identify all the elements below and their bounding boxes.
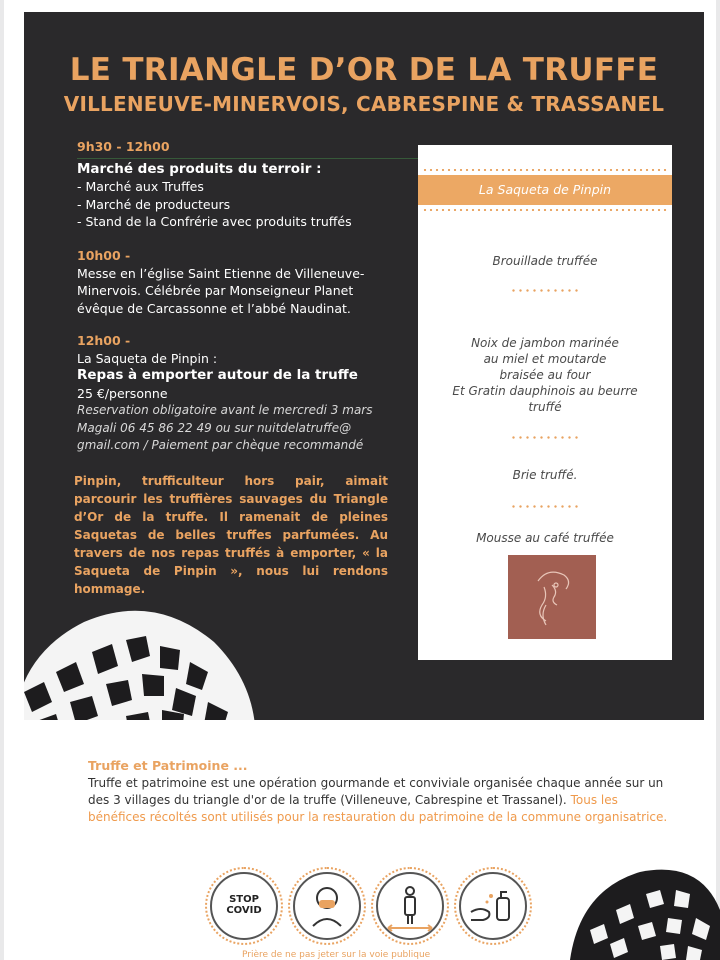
event-panel (24, 12, 704, 720)
stop-label: STOP (229, 894, 259, 905)
distance-glyph-icon (378, 874, 442, 938)
hand-sanitizer-icon (459, 872, 527, 940)
list-item: - Marché de producteurs (77, 196, 231, 212)
truffle-corner-icon (570, 860, 720, 960)
program-slot-market (77, 138, 419, 231)
sanitizer-glyph-icon (461, 874, 525, 938)
covid-label: COVID (226, 905, 262, 916)
menu-course-main (428, 335, 662, 415)
list-item: - Marché aux Truffes (77, 179, 204, 194)
menu-separator (510, 289, 580, 292)
menu-separator (510, 505, 580, 508)
menu-line: braisée au four (499, 368, 591, 382)
menu-course-dessert: Mousse au café truffée (476, 531, 614, 545)
slot-time: 12h00 - (77, 333, 131, 348)
menu-course-cheese: Brie truffé. (512, 468, 578, 482)
reservation-line: Reservation obligatoire avant le mercredi 3 mars (77, 403, 373, 417)
list-item: - Stand de la Confrérie avec produits truffés (77, 214, 352, 229)
social-distance-icon (376, 872, 444, 940)
menu-title: La Saqueta de Pinpin (418, 175, 672, 205)
slot-heading: Repas à emporter autour de la truffe (77, 367, 358, 383)
disposal-note: Prière de ne pas jeter sur la voie publique (242, 950, 431, 960)
footer-title: Truffe et Patrimoine ... (88, 758, 248, 773)
slot-name: La Saqueta de Pinpin : (77, 350, 218, 366)
truffle-illustration-icon (24, 592, 264, 720)
page-subtitle: VILLENEUVE-MINERVOIS, CABRESPINE & TRASSANEL (63, 92, 665, 116)
menu-line: Et Gratin dauphinois au beurre (452, 384, 638, 398)
stop-covid-icon (210, 872, 278, 940)
menu-line: Noix de jambon marinée (471, 336, 619, 350)
page-title: LE TRIANGLE D’OR DE LA TRUFFE (69, 52, 659, 88)
slot-line: Minervois. Célébrée par Monseigneur Planet (77, 283, 354, 298)
footer-description: Truffe et patrimoine est une opération gourmande et conviviale organisée chaque année sur un des 3 villages du triangle d'or de la truffe (Villeneuve, Cabrespine et Trassanel). (88, 776, 664, 807)
flyer-page (4, 0, 716, 960)
price: 25 €/personne (77, 385, 168, 401)
menu-separator (510, 436, 580, 439)
pinpin-portrait (508, 555, 596, 639)
divider (77, 158, 419, 159)
footer-text (88, 775, 668, 826)
divider (422, 169, 668, 171)
menu-card (418, 145, 672, 660)
menu-line: truffé (528, 400, 562, 414)
program-slot-mass (77, 247, 364, 317)
menu-line: au miel et moutarde (483, 352, 607, 366)
program-slot-meal (77, 332, 372, 455)
divider (422, 209, 668, 211)
slot-heading: Marché des produits du terroir : (77, 160, 322, 177)
menu-course-starter: Brouillade truffée (492, 254, 598, 268)
reservation-line: gmail.com / Paiement par chèque recommandé (77, 438, 364, 452)
slot-time: 10h00 - (77, 248, 131, 263)
stop-covid-label (212, 894, 276, 916)
slot-time: 9h30 - 12h00 (77, 139, 170, 154)
slot-line: Messe en l’église Saint Etienne de Villeneuve- (77, 265, 365, 281)
pinpin-story: Pinpin, trufficulteur hors pair, aimait parcourir les truffières sauvages du Triangle d’Or de la truffe. Il ramenait de pleines Saquetas de belles truffes parfumées. Au travers de nos repas truffés à emporter, « la Saqueta de Pinpin », nous lui rendons hommage. (74, 474, 388, 596)
reservation-line: Magali 06 45 86 22 49 ou sur nuitdelatruffe@ (77, 420, 352, 435)
mask-glyph-icon (295, 874, 359, 938)
footer-highlight: Tous les bénéfices récoltés sont utilisés pour la restauration du patrimoine de la commune organisatrice. (88, 793, 668, 824)
face-mask-icon (293, 872, 361, 940)
portrait-sketch-icon (508, 555, 596, 639)
slot-line: évêque de Carcassonne et l’abbé Naudinat. (77, 300, 351, 316)
